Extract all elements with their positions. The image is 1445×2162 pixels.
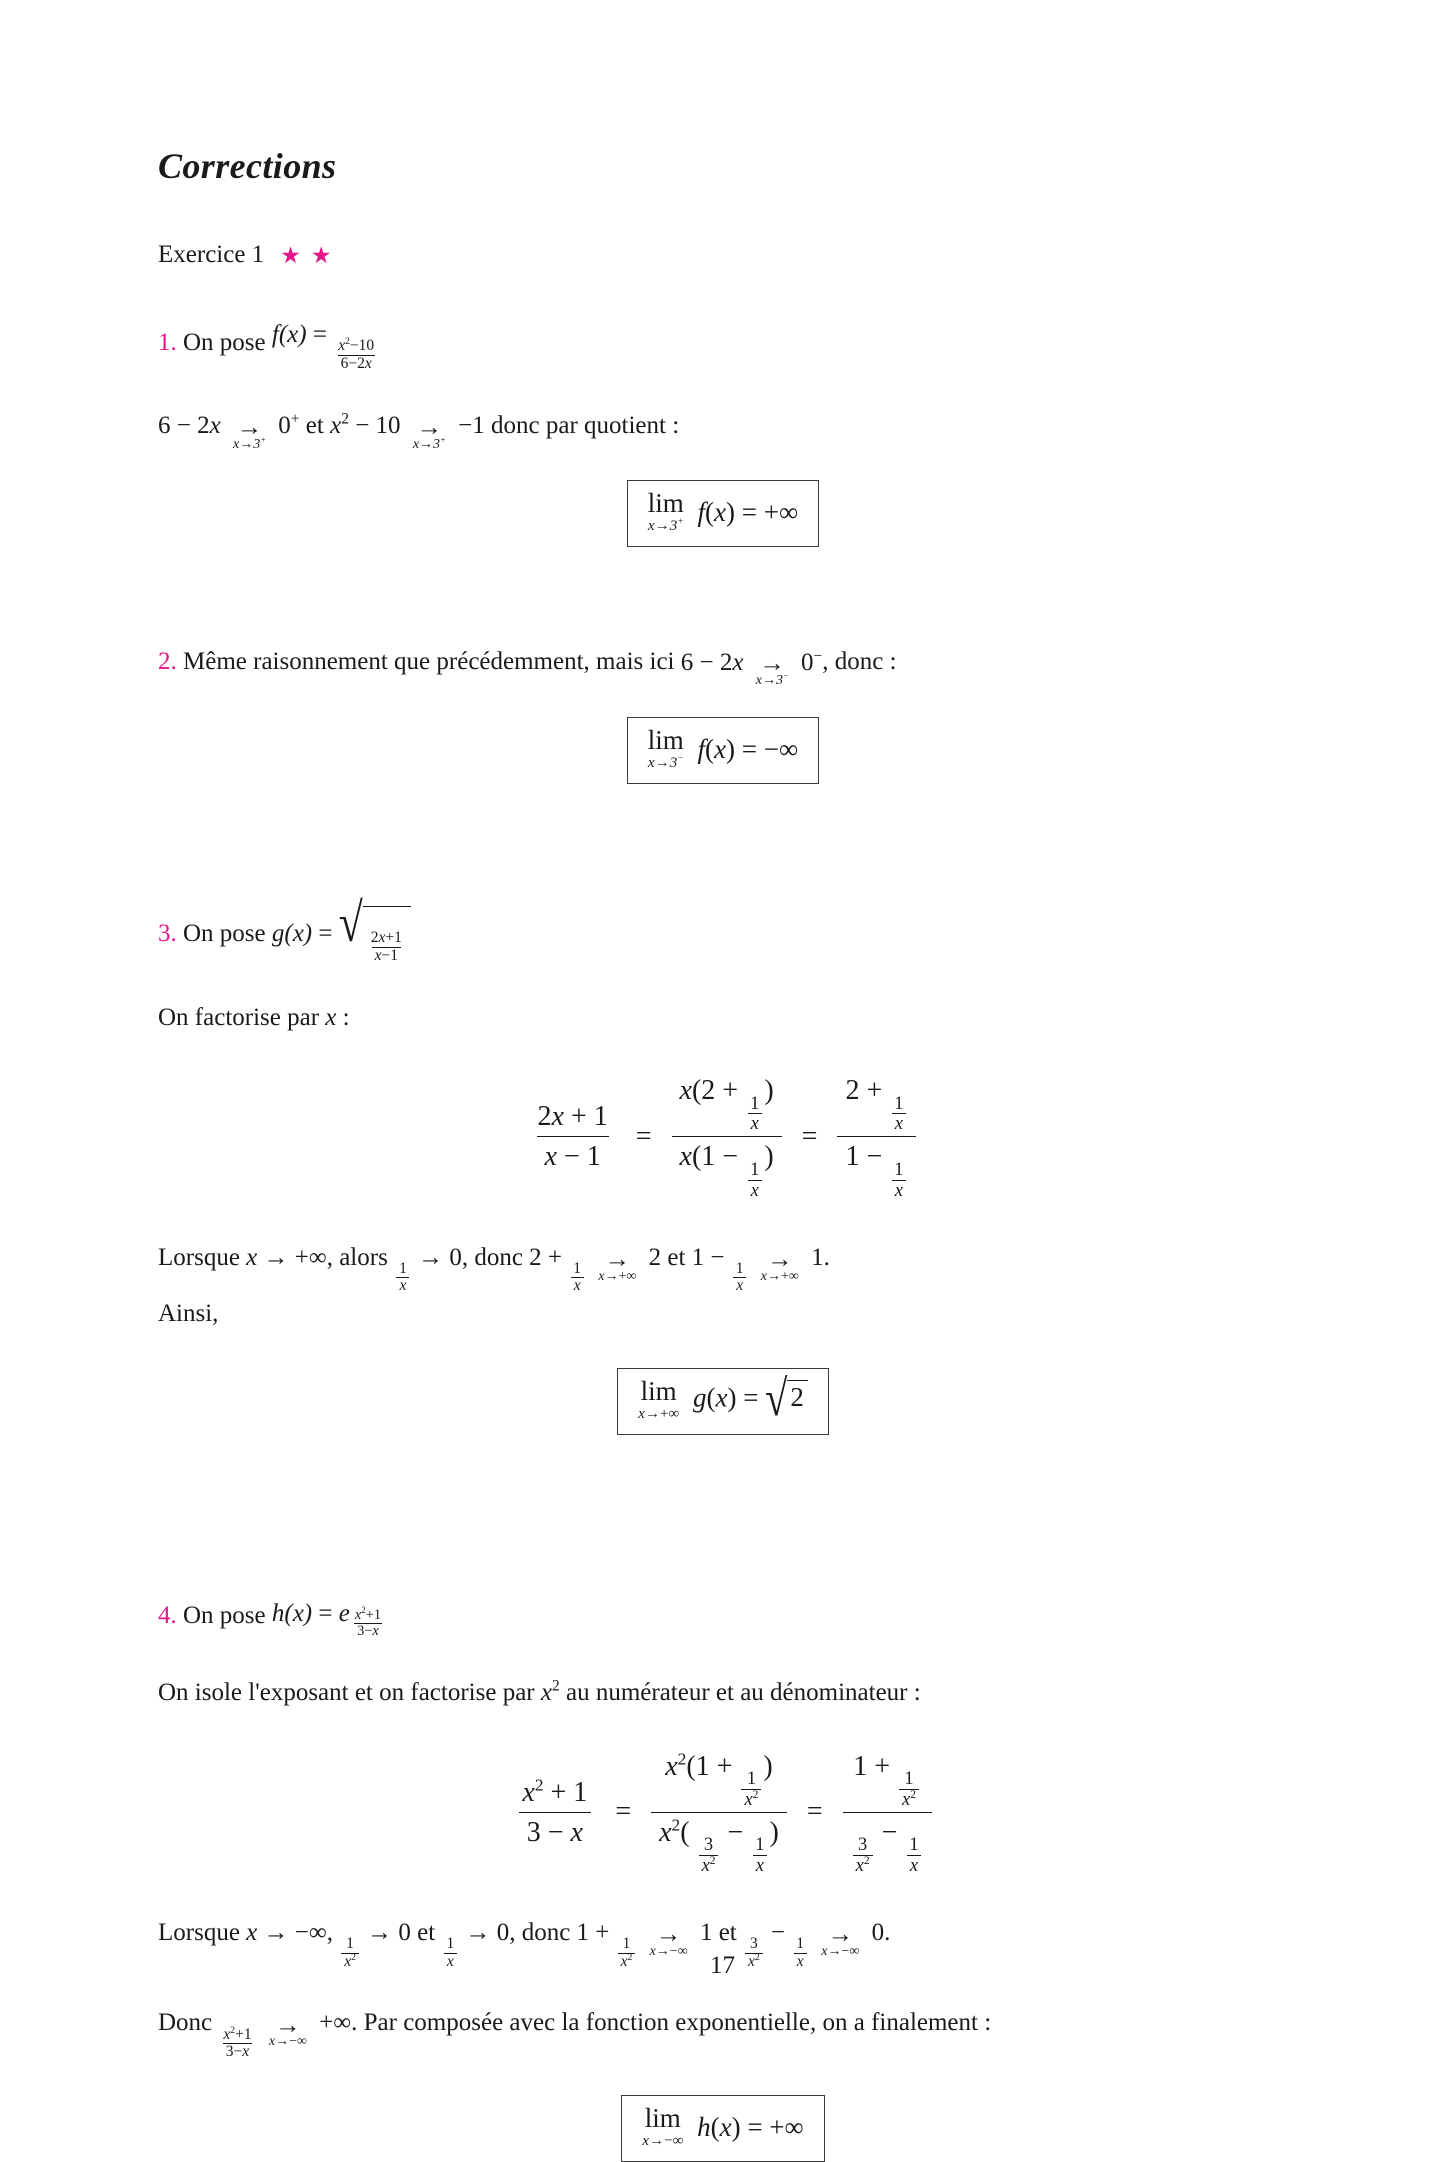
fraction-denominator: x − 1 [537, 1136, 609, 1176]
fraction-one-over-x: $\frac{1}{x}$ [443, 1936, 457, 1970]
limit-subscript: x→+∞ [598, 1268, 637, 1284]
item-number: 4. [158, 1602, 177, 1630]
text-one: 1. [811, 1243, 830, 1271]
nested-fraction: $\frac{1}{x}$ [747, 1094, 762, 1135]
fraction-numerator: x(2 + $\frac{1}{x}$ ) [679, 1075, 774, 1134]
equals-sign: = [801, 1120, 818, 1152]
item-intro: On pose [183, 920, 266, 948]
display-equation-h [158, 1747, 1288, 1878]
reasoning-tail: donc par quotient : [491, 411, 680, 439]
sqrt-radicand [363, 906, 411, 964]
dfrac-mid [672, 1071, 782, 1202]
expr-6-minus-2x: 6 − 2x [158, 412, 221, 440]
text-zero: 0. [871, 1918, 891, 1946]
limit-operator [647, 724, 684, 772]
nested-fraction: $\frac{3}{x^2}$ [699, 1835, 719, 1876]
page-content [158, 148, 1288, 2162]
equals-sign: = [312, 321, 327, 348]
function-f-definition [272, 316, 379, 373]
exponential-base: e [338, 1599, 350, 1627]
equals-sign: = [615, 1796, 632, 1828]
text-minus: − [770, 1918, 786, 1946]
function-name-g: g(x) [271, 920, 313, 948]
boxed-body: g(x) = √ 2 [693, 1380, 808, 1421]
item-3-statement [158, 893, 1288, 964]
boxed-result-row-4 [158, 2095, 1288, 2162]
arrow-icon: → [767, 1243, 793, 1273]
spacer [158, 1213, 1288, 1239]
equals-sign: = [635, 1120, 652, 1152]
dfrac-mid [651, 1747, 787, 1878]
item-number: 1. [158, 328, 177, 356]
text-one-et: 1 et [699, 1918, 737, 1946]
boxed-result-row-3 [158, 1368, 1288, 1435]
factorise-text [158, 999, 1288, 1038]
fraction-one-over-x2: $\frac{1}{x^2}$ [618, 1936, 636, 1970]
item-1-reasoning [158, 407, 1288, 452]
equals-sign: = [318, 920, 333, 948]
function-name-f: f(x) [271, 321, 307, 348]
limit-operator [642, 2102, 684, 2150]
equals-sign: = [806, 1796, 823, 1828]
limit-subscript: x→−∞ [642, 2132, 684, 2149]
text-ainsi: Ainsi, [158, 1300, 219, 1328]
item-1-statement [158, 316, 1288, 373]
fraction-numerator: $x^2-10$ [338, 335, 375, 355]
spacer [158, 1435, 1288, 1531]
text-lorsque-moins: Lorsque x → −∞, [158, 1918, 333, 1946]
boxed-limit-g [617, 1368, 829, 1435]
text-tend-zero-et: → 0 et [367, 1918, 436, 1946]
text-lorsque: Lorsque x → +∞, alors [158, 1243, 388, 1271]
limit-subscript: x→+∞ [760, 1268, 799, 1284]
spacer [158, 1888, 1288, 1914]
text-tend-zero: → 0, donc 2 + [418, 1243, 563, 1271]
spacer [158, 1531, 1288, 1595]
sqrt-g [338, 893, 411, 964]
star-icon: ★ [280, 242, 301, 268]
lim-label: lim [647, 488, 684, 519]
limit-arrow-1 [232, 411, 267, 452]
nested-fraction: $\frac{3}{x^2}$ [853, 1835, 873, 1876]
dfrac-right [837, 1071, 916, 1202]
fraction-one-over-x: $\frac{1}{x}$ [570, 1261, 584, 1295]
limit-subscript: x→3+ [647, 517, 684, 535]
fraction-one-over-x: $\frac{1}{x}$ [733, 1261, 747, 1295]
value-zero-plus: 0+ [278, 411, 300, 440]
spacer [158, 880, 1288, 906]
exponent-group [350, 1596, 386, 1640]
value-minus-one: −1 [458, 412, 485, 440]
limit-subscript: x→−∞ [649, 1943, 688, 1959]
limit-subscript: x→+∞ [638, 1405, 680, 1422]
limit-subscript: x→3+ [412, 433, 446, 452]
arrow-icon: → [827, 1919, 854, 1949]
boxed-body: f(x) = +∞ [697, 496, 799, 527]
lim-label: lim [647, 724, 684, 755]
fraction-g [368, 930, 405, 964]
limit-subscript: x→3+ [232, 433, 267, 452]
factorise-label: On factorise par x : [158, 1003, 350, 1031]
nested-fraction: $\frac{1}{x^2}$ [741, 1769, 761, 1810]
limit-arrow-2 [412, 411, 446, 452]
item-intro: On pose [183, 328, 266, 356]
item-2-statement [158, 643, 1288, 689]
limit-reasoning-g [158, 1239, 1288, 1334]
limit-arrow-3 [755, 648, 789, 689]
nested-fraction: $\frac{1}{x^2}$ [899, 1769, 919, 1810]
fraction-one-over-x: $\frac{1}{x}$ [396, 1261, 410, 1295]
nested-fraction: $\frac{1}{x}$ [891, 1160, 906, 1201]
boxed-limit-h [621, 2095, 825, 2162]
page-number: 17 [710, 1952, 735, 1979]
boxed-body: f(x) = −∞ [697, 733, 799, 764]
text-tend-zero-donc: → 0, donc 1 + [465, 1918, 610, 1946]
boxed-result-row-2 [158, 717, 1288, 784]
fraction-numerator: $x^2(1$ + $\frac{1}{x^2}$ ) [665, 1749, 773, 1809]
limit-operator [648, 490, 684, 535]
text-two-et: 2 et 1 − [648, 1243, 725, 1271]
exercise-heading [158, 240, 1288, 270]
limit-subscript: x→3− [755, 670, 789, 689]
fraction-numerator: 1 + $\frac{1}{x^2}$ [845, 1747, 929, 1812]
arrow-icon: → [416, 411, 443, 441]
fraction-denominator: x(1 − $\frac{1}{x}$ ) [672, 1136, 782, 1202]
limit-arrow-5 [760, 1243, 799, 1284]
boxed-limit-f-minus [627, 717, 819, 784]
nested-fraction: $\frac{1}{x}$ [747, 1160, 762, 1201]
fraction-numerator: 2 + $\frac{1}{x}$ [837, 1071, 916, 1136]
limit-arrow-8 [268, 2009, 307, 2050]
text-donc: Donc [158, 2009, 213, 2037]
limit-subscript: x→3− [647, 753, 684, 771]
sqrt-two: √ 2 [765, 1380, 808, 1421]
arrow-icon: → [275, 2009, 301, 2039]
fraction-one-over-x2: $\frac{1}{x^2}$ [341, 1936, 359, 1970]
boxed-result-row-1 [158, 480, 1288, 547]
dfrac-left [530, 1097, 616, 1176]
difficulty-stars [280, 244, 331, 267]
limit-subscript: x→−∞ [821, 1943, 860, 1959]
item-2-text: Même raisonnement que précédemment, mais ici [183, 648, 675, 676]
lim-label: lim [640, 1375, 677, 1406]
fraction-f [335, 335, 377, 372]
fraction-denominator: 3 − x [519, 1812, 591, 1852]
fraction-numerator: 2x+1 [370, 929, 402, 947]
page-title: Corrections [158, 146, 337, 186]
dfrac-right [843, 1747, 932, 1878]
spacer [158, 547, 1288, 643]
item-intro: On pose [183, 1602, 266, 1630]
joiner-et: et [305, 411, 324, 439]
limit-operator [638, 1375, 680, 1423]
donc-conclusion [158, 2004, 1288, 2061]
fraction-exponent: x2+1 3−x [354, 1605, 382, 1640]
item-2-tail: , donc : [822, 648, 897, 676]
function-g-definition [271, 893, 411, 964]
exercise-label: Exercice 1 [158, 241, 265, 268]
expr-x2-minus-10: $x^2 - 10$ [330, 411, 401, 440]
fraction-denominator: $\frac{3}{x^2}$ − $\frac{1}{x}$ [843, 1812, 932, 1878]
expr-6-minus-2x: 6 − 2x [680, 649, 744, 677]
fraction-denominator: $x^2$( $\frac{3}{x^2}$ − $\frac{1}{x}$ ) [651, 1812, 787, 1878]
nested-fraction: $\frac{1}{x}$ [906, 1835, 921, 1876]
spacer [158, 784, 1288, 880]
arrow-icon: → [604, 1243, 631, 1273]
isole-text [158, 1674, 1288, 1713]
boxed-limit-f-plus [627, 480, 819, 547]
fraction-three-over-x2: $\frac{3}{x^2}$ [745, 1936, 763, 1970]
item-number: 2. [158, 648, 177, 676]
fraction-h-exponent: $\frac{x^2+1}{3-x}$ [223, 2024, 252, 2061]
radical-icon: √ [765, 1370, 788, 1427]
fraction-numerator: 2x + 1 [537, 1101, 608, 1133]
text-conclusion: +∞. Par composée avec la fonction exponentielle, on a finalement : [319, 2009, 992, 2037]
fraction-denominator: x−1 [372, 947, 401, 965]
arrow-icon: → [236, 411, 263, 441]
function-name-h: h(x) [271, 1599, 313, 1627]
fraction-denominator: 6−2x [338, 355, 375, 373]
star-icon: ★ [310, 242, 332, 268]
isole-label: On isole l'exposant et on factorise par $x^2$ au numérateur et au dénominateur : [158, 1677, 921, 1706]
limit-arrow-4 [598, 1243, 637, 1284]
display-equation-g [158, 1071, 1288, 1202]
fraction-numerator: $x^2 + 1$ [522, 1775, 588, 1808]
radical-icon: √ [338, 893, 363, 954]
arrow-icon: → [759, 648, 785, 678]
nested-fraction: $\frac{1}{x}$ [752, 1835, 767, 1876]
dfrac-left [514, 1773, 595, 1852]
item-4-statement [158, 1595, 1288, 1640]
value-zero-minus: 0− [801, 647, 823, 677]
nested-fraction: $\frac{1}{x}$ [891, 1094, 906, 1135]
item-number: 3. [158, 920, 177, 948]
limit-subscript: x→−∞ [268, 2034, 307, 2050]
equals-sign: = [318, 1599, 333, 1627]
function-h-definition [272, 1595, 386, 1640]
boxed-body: h(x) = +∞ [697, 2111, 804, 2142]
arrow-icon: → [655, 1919, 682, 1949]
fraction-denominator: 1 − $\frac{1}{x}$ [837, 1136, 916, 1202]
fraction-one-over-x: $\frac{1}{x}$ [793, 1936, 807, 1970]
lim-label: lim [644, 2102, 681, 2133]
